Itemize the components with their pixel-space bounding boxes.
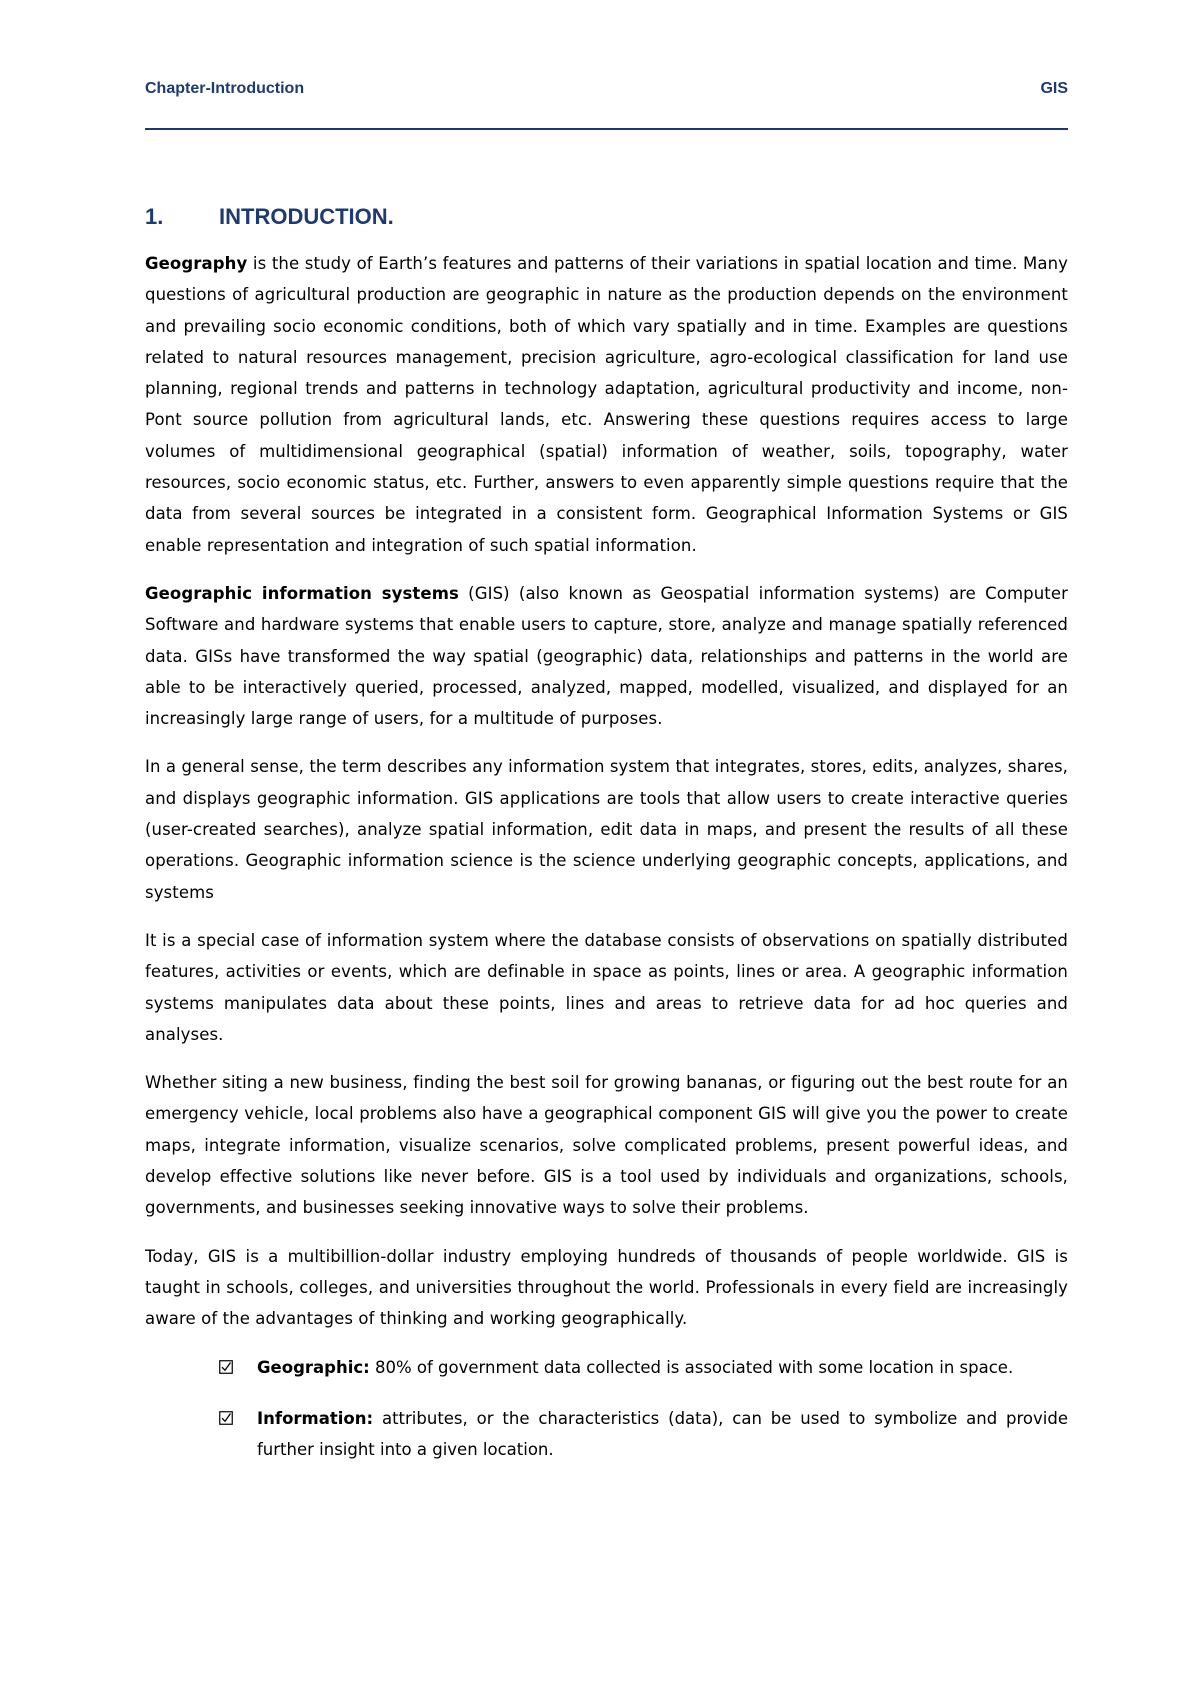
- bullet-term: Information:: [257, 1408, 374, 1428]
- page-header: [145, 72, 1068, 98]
- header-divider: [145, 128, 1068, 130]
- paragraph-bold-term: Geography: [145, 254, 248, 273]
- bullet-term: Geographic:: [257, 1357, 370, 1377]
- paragraph-text: Whether siting a new business, finding the best soil for growing bananas, or figuring out the best route for an emergency vehicle, local problems also have a geographical component GIS will give you the power to create maps, integrate information, visualize scenarios, solve complicated problems, present powerful ideas, and develop effective solutions like never before. GIS is a tool used by individuals and organizations, schools, governments, and businesses seeking innovative ways to solve their problems.: [145, 1073, 1068, 1218]
- paragraph: [145, 578, 1068, 734]
- paragraph-text: In a general sense, the term describes any information system that integrates, stores, edits, analyzes, shares, and displays geographic information. GIS applications are tools that allow users to create interactive queries (user-created searches), analyze spatial information, edit data in maps, and present the results of all these operations. Geographic information science is the science underlying geographic concepts, applications, and systems: [145, 757, 1068, 902]
- section-number: 1.: [145, 204, 164, 229]
- paragraph-text: Today, GIS is a multibillion-dollar industry employing hundreds of thousands of people worldwide. GIS is taught in schools, colleges, and universities throughout the world. Professionals in every field are increasingly aware of the advantages of thinking and working geographically.: [145, 1246, 1068, 1329]
- paragraph: [145, 925, 1068, 1050]
- body-content: [145, 248, 1068, 1485]
- paragraph: [145, 1241, 1068, 1335]
- section-heading: [145, 202, 394, 232]
- paragraph-bold-term: Geographic information systems: [145, 583, 459, 603]
- checkbox-icon: [219, 1411, 233, 1425]
- bullet-text: attributes, or the characteristics (data), can be used to symbolize and provide further insight into a given location.: [257, 1408, 1068, 1460]
- paragraph-text: (GIS) (also known as Geospatial information systems) are Computer Software and hardware systems that enable users to capture, store, analyze and manage spatially referenced data. GISs have transformed the way spatial (geographic) data, relationships and patterns in the world are able to be interactively queried, processed, analyzed, mapped, modelled, visualized, and displayed for an increasingly large range of users, for a multitude of purposes.: [145, 583, 1068, 729]
- bullet-item: [145, 1352, 1068, 1383]
- header-subject-label: GIS: [1040, 80, 1068, 97]
- paragraph: [145, 751, 1068, 907]
- bullet-text: 80% of government data collected is associated with some location in space.: [369, 1357, 1014, 1377]
- bullet-list: [145, 1352, 1068, 1466]
- paragraph: [145, 1067, 1068, 1223]
- section-title: INTRODUCTION.: [219, 204, 394, 229]
- paragraph: [145, 248, 1068, 561]
- checkbox-icon: [219, 1360, 233, 1374]
- paragraph-text: It is a special case of information system where the database consists of observations on spatially distributed features, activities or events, which are definable in space as points, lines or area. A geographic information systems manipulates data about these points, lines and areas to retrieve data for ad hoc queries and analyses.: [145, 930, 1068, 1044]
- paragraph-text: is the study of Earth’s features and patterns of their variations in spatial location and time. Many questions of agricultural production are geographic in nature as the production depends on the environment and prevailing socio economic conditions, both of which vary spatially and in time. Examples are questions related to natural resources management, precision agriculture, agro-ecological classification for land use planning, regional trends and patterns in technology adaptation, agricultural productivity and income, non-Pont source pollution from agricultural lands, etc. Answering these questions requires access to large volumes of multidimensional geographical (spatial) information of weather, soils, topography, water resources, socio economic status, etc. Further, answers to even apparently simple questions require that the data from several sources be integrated in a consistent form. Geographical Information Systems or GIS enable representation and integration of such spatial information.: [145, 254, 1068, 555]
- bullet-item: [145, 1403, 1068, 1466]
- header-chapter-label: Chapter-Introduction: [145, 80, 305, 97]
